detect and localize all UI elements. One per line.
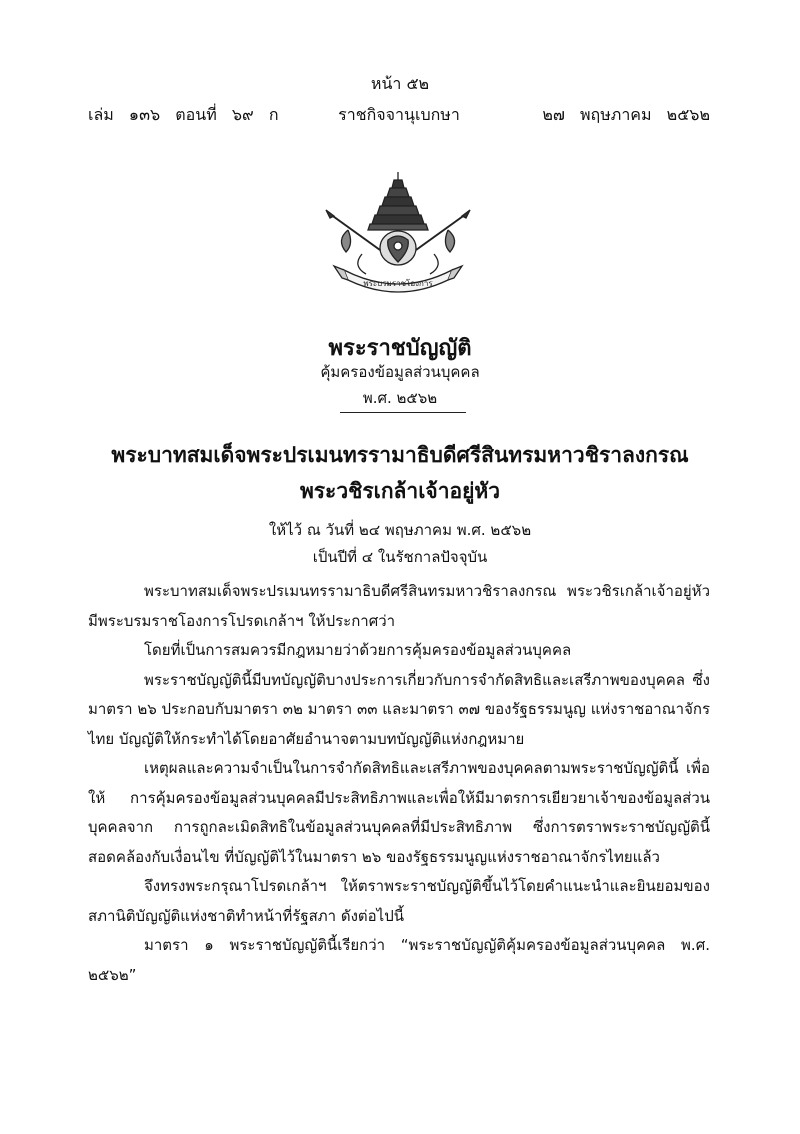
publication-date [532,103,710,128]
paragraph-proclamation: พระบาทสมเด็จพระปรเมนทรรามาธิบดีศรีสินทรมหาวชิราลงกรณ พระวชิรเกล้าเจ้าอยู่หัว มีพระบรมราชโองการโปรดเกล้าฯ ให้ประกาศว่า [88,582,710,630]
page-number: หน้า ๕๒ [370,74,430,93]
emblem-ribbon-text: พระบรมราชโองการ [363,279,433,288]
issue-label: ตอนที่ [175,105,217,124]
volume-label: เล่ม [88,105,114,124]
date-year: ๒๕๖๒ [666,105,710,124]
royal-seal-emblem [318,170,478,300]
volume-number: ๑๓๖ [128,105,161,124]
date-day: ๒๗ [542,105,565,124]
act-year: พ.ศ. ๒๕๖๒ [362,389,438,407]
king-name [0,437,800,509]
act-subtitle: คุ้มครองข้อมูลส่วนบุคคล [320,363,480,381]
given-date-line-2: เป็นปีที่ ๔ ในรัชกาลปัจจุบัน [312,548,488,566]
paragraph-section-1: มาตรา ๑ พระราชบัญญัตินี้เรียกว่า “พระราชบัญญัติคุ้มครองข้อมูลส่วนบุคคล พ.ศ. ๒๕๖๒” [88,936,710,984]
issue-number: ๖๙ [231,105,254,124]
given-date-line-1: ให้ไว้ ณ วันที่ ๒๔ พฤษภาคม พ.ศ. ๒๕๖๒ [268,521,532,539]
date-month: พฤษภาคม [579,105,652,124]
king-name-line-2: พระวชิรเกล้าเจ้าอยู่หัว [299,479,501,503]
royal-seal-icon [318,170,478,300]
section-letter: ก [268,105,279,124]
paragraph-enactment: จึงทรงพระกรุณาโปรดเกล้าฯ ให้ตราพระราชบัญญัติขึ้นไว้โดยคำแนะนำและยินยอมของ สภานิติบัญญัติแห่งชาติทำหน้าที่รัฐสภา ดังต่อไปนี้ [88,877,710,925]
given-date [0,517,800,571]
paragraph-whereas: โดยที่เป็นการสมควรมีกฎหมายว่าด้วยการคุ้มครองข้อมูลส่วนบุคคล [144,641,572,659]
king-name-line-1: พระบาทสมเด็จพระปรเมนทรรามาธิบดีศรีสินทรมหาวชิราลงกรณ [111,443,689,467]
paragraph-rights-limitation: พระราชบัญญัตินี้มีบทบัญญัติบางประการเกี่ยวกับการจำกัดสิทธิและเสรีภาพของบุคคล ซึ่งมาตรา ๒๖ ประกอบกับมาตรา ๓๒ มาตรา ๓๓ และมาตรา ๓๗ ของรัฐธรรมนูญ แห่งราชอาณาจักรไทย บัญญัติให้กระทำได้โดยอาศัยอำนาจตามบทบัญญัติแห่งกฎหมาย [88,670,710,748]
gazette-name: ราชกิจจานุเบกษา [338,105,460,124]
title-divider [340,412,466,413]
gazette-header [88,103,710,127]
act-title: พระราชบัญญัติ [328,336,472,361]
preamble-body [88,577,710,990]
paragraph-reasons: เหตุผลและความจำเป็นในการจำกัดสิทธิและเสรีภาพของบุคคลตามพระราชบัญญัตินี้ เพื่อให้ การคุ้มครองข้อมูลส่วนบุคคลมีประสิทธิภาพและเพื่อให้มีมาตรการเยียวยาเจ้าของข้อมูลส่วนบุคคลจาก การถูกละเมิดสิทธิในข้อมูลส่วนบุคคลที่มีประสิทธิภาพ ซึ่งการตราพระราชบัญญัตินี้สอดคล้องกับเงื่อนไข ที่บัญญัติไว้ในมาตรา ๒๖ ของรัฐธรรมนูญแห่งราชอาณาจักรไทยแล้ว [88,759,710,866]
